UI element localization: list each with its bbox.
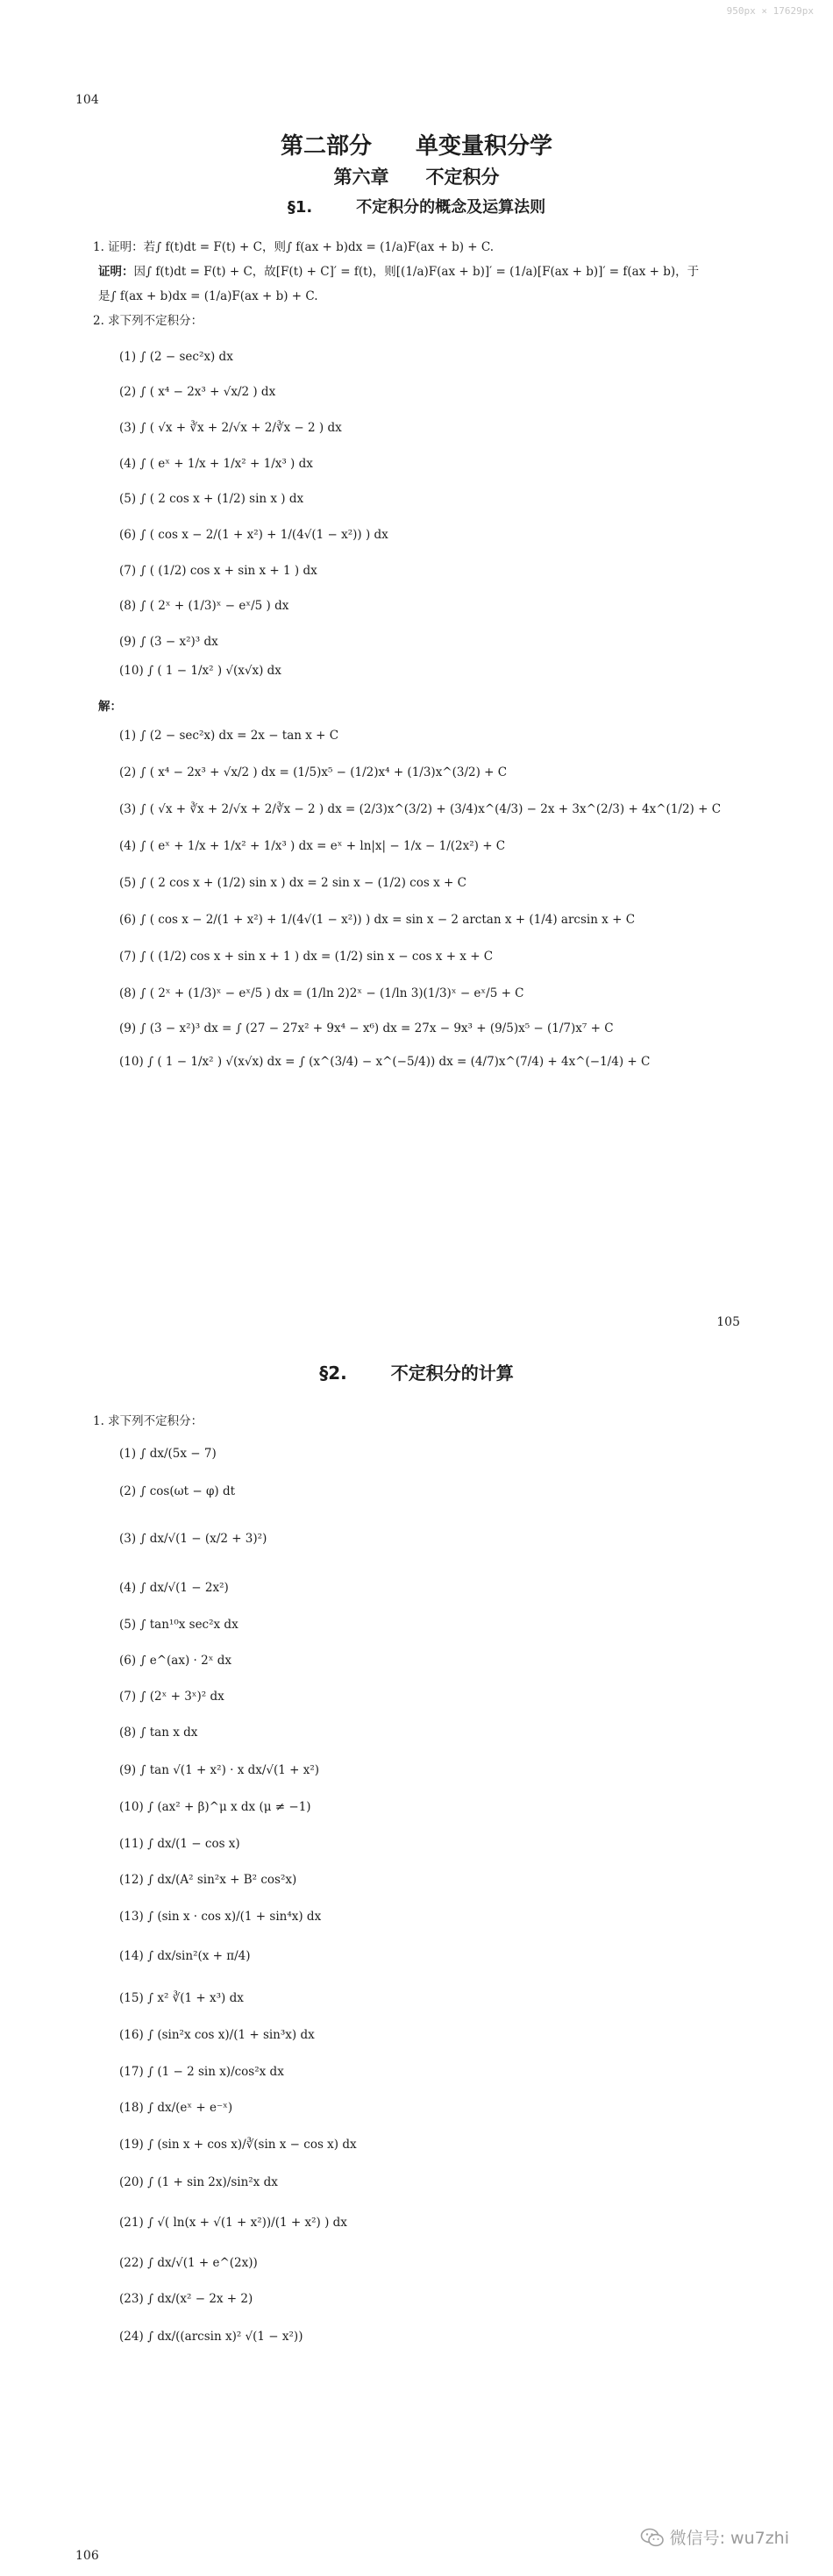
section-number: §1. bbox=[287, 198, 313, 217]
problem-item: (7) ∫ (2ˣ + 3ˣ)² dx bbox=[119, 1690, 224, 1704]
problem-item: (17) ∫ (1 − 2 sin x)/cos²x dx bbox=[119, 2065, 284, 2079]
part-title-left: 第二部分 bbox=[280, 133, 372, 160]
problem-item: (23) ∫ dx/(x² − 2x + 2) bbox=[119, 2292, 253, 2306]
problem-item: (24) ∫ dx/((arcsin x)² √(1 − x²)) bbox=[119, 2330, 303, 2344]
solution-item: (5) ∫ ( 2 cos x + (1/2) sin x ) dx = 2 sin x − (1/2) cos x + C bbox=[119, 876, 466, 890]
problem-item: (14) ∫ dx/sin²(x + π/4) bbox=[119, 1949, 251, 1963]
solution-item: (9) ∫ (3 − x²)³ dx = ∫ (27 − 27x² + 9x⁴ − x⁶) dx = 27x − 9x³ + (9/5)x⁵ − (1/7)x⁷ + C bbox=[119, 1021, 614, 1035]
problem-item: (6) ∫ e^(ax) · 2ˣ dx bbox=[119, 1654, 231, 1668]
problem-heading: 1. 求下列不定积分： bbox=[93, 1414, 203, 1428]
solution-item: (6) ∫ ( cos x − 2/(1 + x²) + 1/(4√(1 − x²)) ) dx = sin x − 2 arctan x + (1/4) arcsin x + C bbox=[119, 913, 636, 927]
problem-item: (20) ∫ (1 + sin 2x)/sin²x dx bbox=[119, 2175, 278, 2189]
chapter-title-right: 不定积分 bbox=[425, 167, 500, 188]
section-title bbox=[0, 195, 833, 217]
proof-label: 证明： bbox=[98, 265, 134, 279]
solution-label: 解： bbox=[98, 700, 122, 714]
problem-item: (2) ∫ cos(ωt − φ) dt bbox=[119, 1484, 236, 1498]
problem-item: (11) ∫ dx/(1 − cos x) bbox=[119, 1837, 240, 1851]
page-number: 106 bbox=[75, 2549, 99, 2563]
problem-item: (8) ∫ tan x dx bbox=[119, 1726, 198, 1740]
problem-item: (6) ∫ ( cos x − 2/(1 + x²) + 1/(4√(1 − x²)) ) dx bbox=[119, 528, 388, 542]
part-title-right: 单变量积分学 bbox=[416, 133, 553, 160]
problem-item: (15) ∫ x² ∛(1 + x³) dx bbox=[119, 1991, 244, 2005]
chapter-title-left: 第六章 bbox=[333, 167, 389, 188]
proof-line: 是∫ f(ax + b)dx = (1/a)F(ax + b) + C. bbox=[98, 289, 318, 303]
problem-heading: 2. 求下列不定积分： bbox=[93, 314, 203, 328]
section-number: §2. bbox=[319, 1363, 347, 1384]
proof-text: 因∫ f(t)dt = F(t) + C，故[F(t) + C]′ = f(t)，则[(1/a)F(ax + b)]′ = (1/a)[F(ax + b)]′ = f(ax + b)，于 bbox=[133, 265, 700, 279]
problem-item: (7) ∫ ( (1/2) cos x + sin x + 1 ) dx bbox=[119, 564, 317, 578]
problem-item: (1) ∫ (2 − sec²x) dx bbox=[119, 350, 233, 364]
problem-statement: 1. 证明：若∫ f(t)dt = F(t) + C，则∫ f(ax + b)dx = (1/a)F(ax + b) + C. bbox=[93, 240, 495, 254]
solution-item: (7) ∫ ( (1/2) cos x + sin x + 1 ) dx = (1/2) sin x − cos x + x + C bbox=[119, 950, 494, 964]
problem-item: (4) ∫ ( eˣ + 1/x + 1/x² + 1/x³ ) dx bbox=[119, 457, 313, 471]
problem-item: (9) ∫ tan √(1 + x²) · x dx/√(1 + x²) bbox=[119, 1763, 320, 1777]
page-number: 105 bbox=[716, 1315, 740, 1329]
problem-item: (2) ∫ ( x⁴ − 2x³ + √x/2 ) dx bbox=[119, 385, 276, 399]
problem-item: (19) ∫ (sin x + cos x)/∛(sin x − cos x) dx bbox=[119, 2138, 357, 2152]
section-heading: 不定积分的计算 bbox=[390, 1363, 514, 1384]
problem-item: (9) ∫ (3 − x²)³ dx bbox=[119, 635, 218, 649]
chapter-title bbox=[0, 163, 833, 189]
solution-item: (1) ∫ (2 − sec²x) dx = 2x − tan x + C bbox=[119, 729, 339, 743]
problem-item: (5) ∫ ( 2 cos x + (1/2) sin x ) dx bbox=[119, 492, 304, 506]
problem-item: (10) ∫ (ax² + β)^μ x dx (μ ≠ −1) bbox=[119, 1800, 311, 1814]
image-size-watermark: 950px × 17629px bbox=[726, 5, 814, 17]
problem-item: (13) ∫ (sin x · cos x)/(1 + sin⁴x) dx bbox=[119, 1910, 322, 1924]
problem-item: (1) ∫ dx/(5x − 7) bbox=[119, 1447, 217, 1461]
wechat-icon bbox=[640, 2527, 665, 2548]
proof-line bbox=[98, 262, 699, 281]
problem-item: (3) ∫ ( √x + ∛x + 2/√x + 2/∛x − 2 ) dx bbox=[119, 421, 342, 435]
problem-item: (3) ∫ dx/√(1 − (x/2 + 3)²) bbox=[119, 1532, 267, 1546]
wechat-label: 微信号: wu7zhi bbox=[669, 2529, 789, 2548]
solution-item: (3) ∫ ( √x + ∛x + 2/√x + 2/∛x − 2 ) dx = (2/3)x^(3/2) + (3/4)x^(4/3) − 2x + 3x^(2/3) + 4x^(1/2) + C bbox=[119, 802, 722, 816]
problem-item: (22) ∫ dx/√(1 + e^(2x)) bbox=[119, 2256, 258, 2270]
solution-item: (8) ∫ ( 2ˣ + (1/3)ˣ − eˣ/5 ) dx = (1/ln 2)2ˣ − (1/ln 3)(1/3)ˣ − eˣ/5 + C bbox=[119, 986, 524, 1000]
problem-item: (12) ∫ dx/(A² sin²x + B² cos²x) bbox=[119, 1873, 297, 1887]
section-title bbox=[0, 1359, 833, 1384]
problem-item: (5) ∫ tan¹⁰x sec²x dx bbox=[119, 1618, 239, 1632]
section-heading: 不定积分的概念及运算法则 bbox=[356, 198, 546, 217]
part-title bbox=[0, 128, 833, 160]
problem-item: (4) ∫ dx/√(1 − 2x²) bbox=[119, 1581, 229, 1595]
wechat-watermark bbox=[640, 2525, 789, 2549]
page-number: 104 bbox=[75, 93, 99, 107]
solution-item: (2) ∫ ( x⁴ − 2x³ + √x/2 ) dx = (1/5)x⁵ − (1/2)x⁴ + (1/3)x^(3/2) + C bbox=[119, 765, 508, 779]
solution-item: (10) ∫ ( 1 − 1/x² ) √(x√x) dx = ∫ (x^(3/4) − x^(−5/4)) dx = (4/7)x^(7/4) + 4x^(−1/4) + C bbox=[119, 1055, 651, 1069]
problem-item: (18) ∫ dx/(eˣ + e⁻ˣ) bbox=[119, 2101, 233, 2115]
problem-item: (8) ∫ ( 2ˣ + (1/3)ˣ − eˣ/5 ) dx bbox=[119, 599, 289, 613]
problem-item: (10) ∫ ( 1 − 1/x² ) √(x√x) dx bbox=[119, 664, 281, 678]
problem-item: (21) ∫ √( ln(x + √(1 + x²))/(1 + x²) ) dx bbox=[119, 2216, 347, 2230]
solution-item: (4) ∫ ( eˣ + 1/x + 1/x² + 1/x³ ) dx = eˣ + ln|x| − 1/x − 1/(2x²) + C bbox=[119, 839, 506, 853]
problem-item: (16) ∫ (sin²x cos x)/(1 + sin³x) dx bbox=[119, 2028, 315, 2042]
